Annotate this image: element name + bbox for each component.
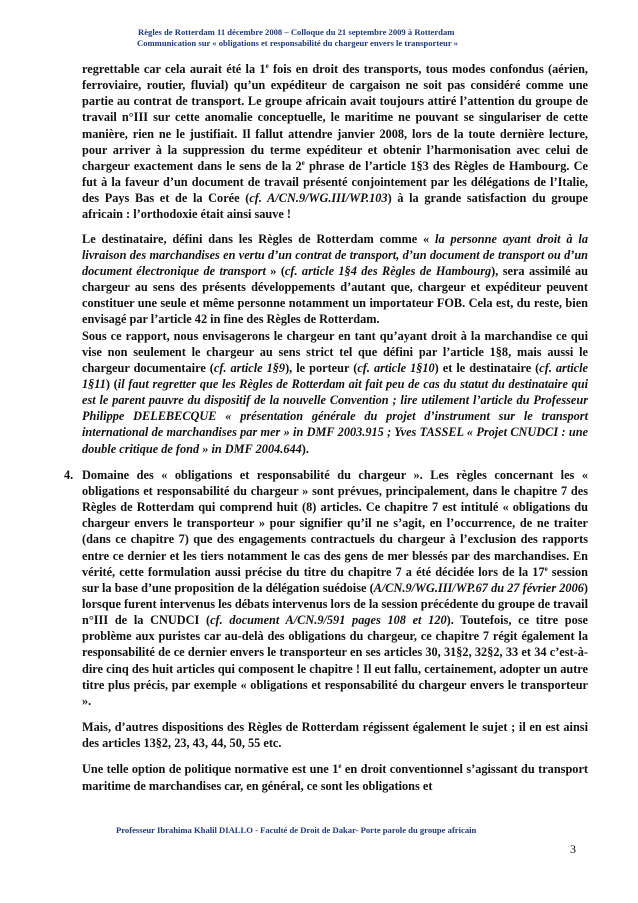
text-span: ) lorsque furent intervenus les débats intervenus lors de la session précédente du groupe de travail n°III de la CNUDCI (: [82, 580, 588, 628]
header-line-1: Règles de Rotterdam 11 décembre 2008 – Colloque du 21 septembre 2009 à Rotterdam: [138, 27, 455, 37]
numbered-section-4: [64, 467, 589, 709]
citation: cf. article 1§4 des Règles de Hambourg: [284, 263, 492, 278]
citation: cf. article 1§10: [357, 360, 435, 375]
text-span: Domaine des « obligations et responsabilité du chargeur ». Les règles concernant les « obligations et responsabilité du chargeur » sont prévues, principalement, dans le chapitre 7 des Règles de Rotterdam qui comprend huit (8) articles. Ce chapitre 7 est intitulé « obligations du chargeur envers le transporteur » pour signifier qu’il ne s’agit, en l’occurrence, de ne traiter (dans ce chapitre 7) que des engagements contractuels du chargeur à l’exclusion des rapports entre ce dernier et les tiers notamment le cas des gens de mer blessés par des marchandises. En vérité, cette formulation aussi précise du titre du chapitre 7 a été décidée lors de la 17: [82, 467, 588, 579]
paragraph-normative-option: [82, 761, 588, 793]
text-span: ). Toutefois, ce titre pose problème aux puristes car au-delà des obligations du chargeur, ce chapitre 7 régit également la responsabilité de ce dernier envers le transporteur en ses articles 30, 31§2, 32§2, 33 et 34 c’est-à-dire cinq des huit articles qui composent le chapitre ! Il eut fallu, certainement, adopter un autre titre plus précis, par exemple « obligations et responsabilité du chargeur envers le transporteur ».: [82, 613, 588, 708]
citation: cf. document A/CN.9/591 pages 108 et 120: [210, 613, 447, 628]
text-span: en droit conventionnel s’agissant du transport maritime de marchandises car, en général, ce sont les obligations et: [82, 762, 588, 793]
page-footer: Professeur Ibrahima Khalil DIALLO - Faculté de Droit de Dakar- Porte parole du groupe africain: [116, 825, 477, 835]
text-span: phrase de l’article 1§3 des Règles de Hambourg. Ce fut à la faveur d’un document de travail présenté conjointement par les délégations de l’Italie, des Pays Bas et de la Corée (: [82, 158, 588, 206]
text-span: Une telle option de politique normative est une 1: [82, 762, 339, 777]
paragraph-scope: [82, 328, 588, 457]
citation: cf. A/CN.9/WG.III/WP.103: [249, 191, 388, 206]
text-span: Le destinataire, défini dans les Règles de Rotterdam comme «: [82, 231, 436, 246]
text-span: ), sera assimilé au chargeur au sens des présents développements d’autant que, chargeur et expéditeur peuvent constituer une seule et même personne notamment un importateur FOB. Cela est, du reste, bien envisagé par l’article 42 in fine des Règles de Rotterdam.: [82, 263, 588, 327]
citation: A/CN.9/WG.III/WP.67 du 27 février 2006: [373, 580, 584, 595]
text-span: regrettable car cela aurait été la 1: [82, 62, 266, 76]
citation: cf. article 1§11: [82, 360, 589, 391]
text-span: fois en droit des transports, tous modes confondus (aérien, ferroviaire, routier, fluvial) qu’un expéditeur de cargaison ne soit pas considéré comme une partie au contrat de transport. Le groupe africain avait toujours attiré l’attention du groupe de travail n°III sur cette anomalie conceptuelle, le maritime ne pouvant se singulariser de cette manière, rien ne le justifiait. Il fallut attendre janvier 2008, lors de la toute dernière lecture, pour arriver à la suppression du terme expéditeur et obtenir l’harmonisation avec celui de chargeur exactement dans le sens de la 2: [82, 62, 589, 173]
section-number: 4.: [64, 467, 74, 482]
quoted-definition: la personne ayant droit à la livraison des marchandises en vertu d’un contrat de transport, d’un document de transport ou d’un document électronique de transport: [82, 231, 588, 278]
superscript: e: [338, 762, 342, 771]
superscript: e: [301, 158, 305, 167]
page-header: [80, 27, 560, 49]
citation: cf. article 1§9: [213, 360, 286, 375]
text-span: ), le porteur (: [285, 360, 358, 375]
paragraph-shipper-definition: [82, 61, 588, 223]
paragraph-consignee: [82, 231, 588, 328]
superscript: e: [265, 62, 269, 70]
page-number: 3: [570, 842, 576, 856]
superscript: e: [544, 564, 548, 573]
paragraph-domain: [82, 467, 588, 709]
citation-note: il faut regretter que les Règles de Rotterdam ait fait peu de cas du statut du destinataire qui est le parent pauvre du dispositif de la nouvelle Convention ; lire utilement l’article du Professeur Philippe DELEBECQUE « présentation générale du projet d’instrument sur le transport international de marchandises par mer » in DMF 2003.915 ; Yves TASSEL « Projet CNUDCI : une double critique de fond » in DMF 2004.644: [82, 376, 588, 456]
paragraph-other-provisions: Mais, d’autres dispositions des Règles de Rotterdam régissent également le sujet ; il en est ainsi des articles 13§2, 23, 43, 44, 50, 55 etc.: [82, 720, 588, 751]
header-line-2: Communication sur « obligations et responsabilité du chargeur envers le transporteur »: [137, 38, 458, 48]
text-span: session sur la base d’une proposition de la délégation suédoise (: [82, 564, 589, 595]
text-span: ) et le destinataire (: [434, 360, 540, 375]
text-span: » (: [265, 263, 285, 278]
text-span: ) (: [105, 376, 118, 391]
text-span: ) à la grande satisfaction du groupe africain : l’orthodoxie était ainsi sauve !: [82, 191, 588, 222]
text-span: ).: [301, 441, 309, 456]
text-span: Sous ce rapport, nous envisagerons le chargeur en tant qu’ayant droit à la marchandise ce qui vise non seulement le chargeur au sens strict tel que défini par l’article 1§8, mais aussi le chargeur documentaire (: [82, 328, 588, 375]
document-body: [64, 61, 589, 794]
